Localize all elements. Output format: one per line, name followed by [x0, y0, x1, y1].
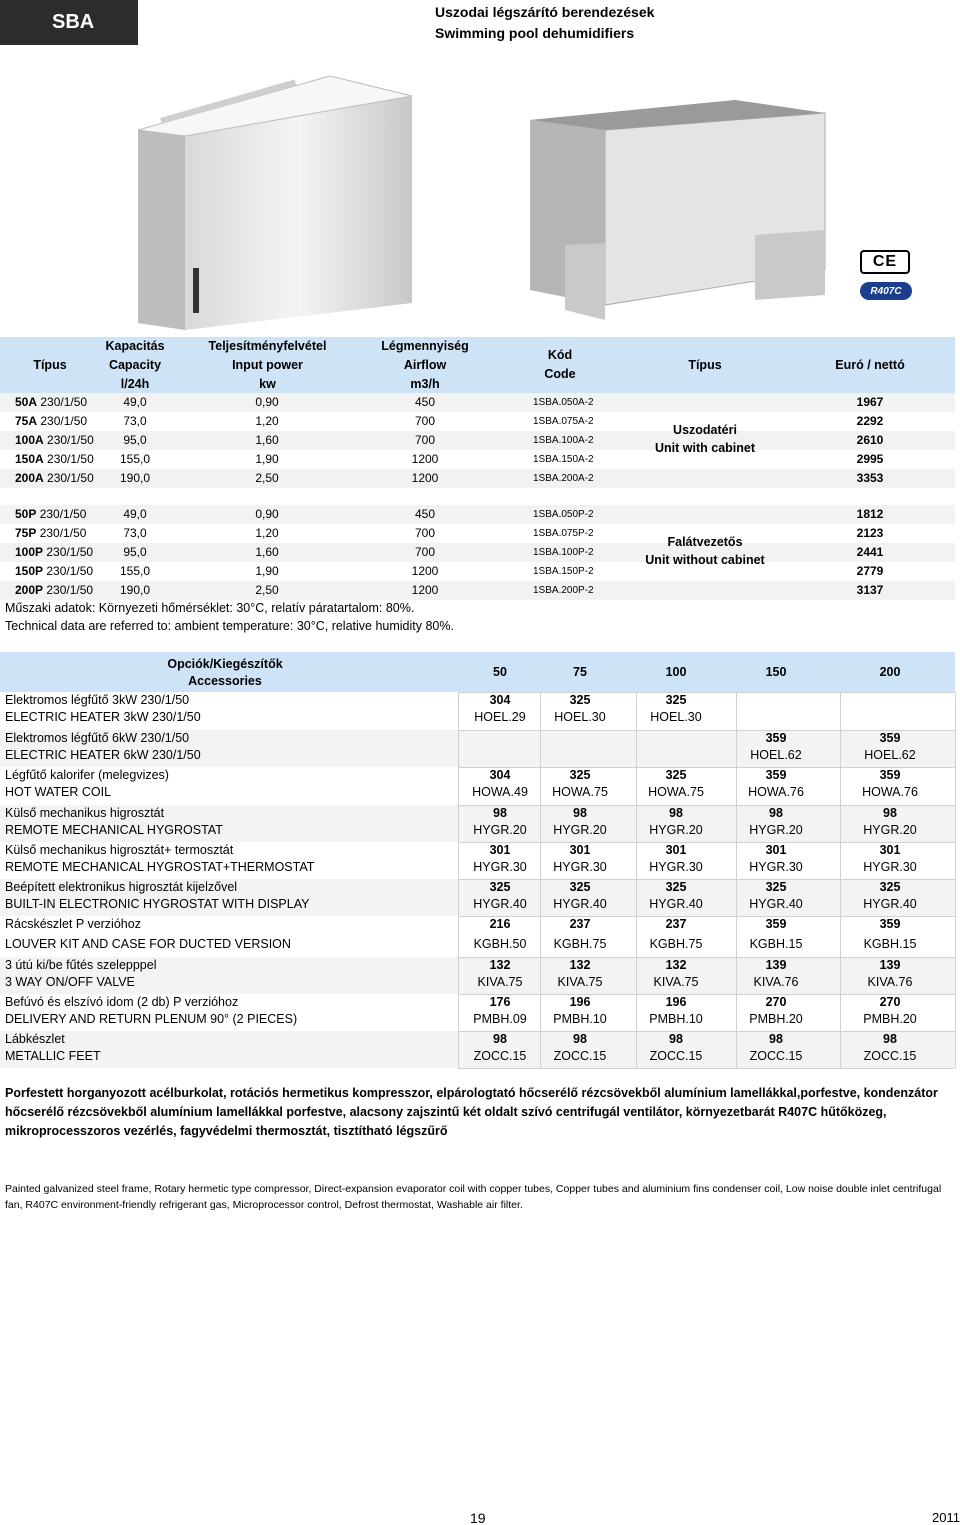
accessory-name-hu: Rácskészlet P verzióhoz [5, 917, 141, 931]
accessory-price: 325 [765, 880, 787, 894]
power-value: 1,20 [255, 526, 279, 540]
spec-row-50a [0, 393, 955, 412]
capacity-value: 190,0 [119, 583, 151, 597]
accessory-price: 132 [489, 958, 511, 972]
note-hu: Műszaki adatok: Környezeti hőmérséklet: 30°C, relatív páratartalom: 80%. [5, 601, 415, 615]
accessory-code: HOEL.62 [864, 748, 916, 762]
accessory-code: HYGR.20 [473, 823, 527, 837]
table-grid-line [458, 957, 955, 958]
accessory-code: ZOCC.15 [553, 1049, 607, 1063]
table-grid-line [458, 1068, 955, 1069]
capacity-value: 49,0 [123, 507, 147, 521]
product-code: 1SBA.075P-2 [533, 528, 594, 539]
model-name: 200A 230/1/50 [15, 471, 94, 485]
capacity-value: 73,0 [123, 414, 147, 428]
accessory-row [0, 692, 955, 729]
table-grid-line [955, 692, 956, 1068]
price-value: 1812 [856, 507, 884, 521]
accessory-code: HYGR.30 [553, 860, 607, 874]
model-name: 200P 230/1/50 [15, 583, 94, 597]
description-hu: Porfestett horganyozott acélburkolat, rotációs hermetikus kompresszor, elpárologtató hőcserélő rézcsövekből alumínium lamellákkal,porfestve, kondenzátor hőcserélő rézcsövekből alumínium lamellákkal porfestve, alacsony zajszintű két oldalt szívó centrifugál ventilátor, környezetbarát R407C hűtőközeg, mikroprocesszoros vezérlés, fagyvédelmi thermosztát, tisztítható légszűrő [5, 1086, 938, 1138]
spec-row-100a [0, 431, 955, 450]
product-code: 1SBA.150A-2 [533, 454, 594, 465]
accessory-row [0, 957, 955, 994]
table-grid-line [458, 879, 955, 880]
accessory-code: HOEL.30 [554, 710, 606, 724]
table-grid-line [458, 805, 955, 806]
price-value: 2995 [856, 452, 884, 466]
table-grid-line [736, 692, 737, 1068]
accessory-price: 325 [569, 768, 591, 782]
accessory-price: 301 [665, 843, 687, 857]
col-price: Euró / nettó [835, 358, 905, 372]
accessory-price: 98 [573, 806, 587, 820]
accessory-price: 325 [665, 768, 687, 782]
accessory-price: 196 [665, 995, 687, 1009]
capacity-value: 49,0 [123, 395, 147, 409]
airflow-value: 700 [414, 545, 436, 559]
accessory-code: HOEL.30 [650, 710, 702, 724]
product-code: 1SBA.050A-2 [533, 397, 594, 408]
product-code-block: SBA [0, 0, 138, 45]
accessory-code: HYGR.20 [749, 823, 803, 837]
accessory-row [0, 842, 955, 879]
accessory-code: HYGR.20 [863, 823, 917, 837]
airflow-value: 1200 [411, 452, 439, 466]
price-value: 2123 [856, 526, 884, 540]
accessory-code: HYGR.40 [749, 897, 803, 911]
accessory-price: 304 [489, 768, 511, 782]
spec-row-100p [0, 543, 955, 562]
unit-without-cabinet-image [525, 95, 835, 320]
col-airflow: Légmennyiség Airflow m3/h [381, 339, 469, 391]
table-grid-line [636, 692, 637, 1068]
power-value: 1,20 [255, 414, 279, 428]
table-grid-line [458, 916, 955, 917]
accessory-column-200: 200 [879, 665, 901, 679]
accessory-price: 325 [665, 880, 687, 894]
footer-year: 2011 [932, 1510, 960, 1525]
spec-row-150p [0, 562, 955, 581]
accessory-price: 98 [883, 1032, 897, 1046]
group-a-label: Uszodatéri Unit with cabinet [655, 423, 755, 455]
price-value: 2610 [856, 433, 884, 447]
model-name: 50P 230/1/50 [15, 507, 87, 521]
accessory-row [0, 730, 955, 767]
table-grid-line [540, 692, 541, 1068]
accessory-price: 304 [489, 693, 511, 707]
accessory-price: 98 [493, 1032, 507, 1046]
accessory-name-hu: Külső mechanikus higrosztát [5, 806, 165, 820]
airflow-value: 450 [414, 395, 436, 409]
accessory-code: HOWA.76 [862, 785, 918, 799]
power-value: 2,50 [255, 583, 279, 597]
spec-row-200a [0, 469, 955, 488]
r407c-badge: R407C [860, 282, 912, 300]
table-grid-line [458, 842, 955, 843]
power-value: 0,90 [255, 395, 279, 409]
product-code: 1SBA.100P-2 [533, 547, 594, 558]
accessory-price: 98 [669, 806, 683, 820]
model-name: 150A 230/1/50 [15, 452, 94, 466]
accessory-code: KGBH.75 [649, 937, 703, 951]
airflow-value: 1200 [411, 583, 439, 597]
accessory-name-hu: 3 útú ki/be fűtés szelepppel [5, 958, 157, 972]
accessory-code: HYGR.30 [649, 860, 703, 874]
accessory-price: 270 [765, 995, 787, 1009]
product-code: 1SBA.200P-2 [533, 585, 594, 596]
capacity-value: 95,0 [123, 433, 147, 447]
accessory-name-en: 3 WAY ON/OFF VALVE [5, 975, 135, 989]
accessory-price: 359 [765, 917, 787, 931]
accessory-code: KIVA.75 [477, 975, 523, 989]
accessory-name-hu: Elektromos légfűtő 6kW 230/1/50 [5, 731, 190, 745]
accessory-code: HOWA.49 [472, 785, 528, 799]
accessory-name-hu: Lábkészlet [5, 1032, 65, 1046]
group-p-label: Falátvezetős Unit without cabinet [645, 535, 765, 567]
accessory-code: HYGR.20 [553, 823, 607, 837]
accessory-price: 132 [665, 958, 687, 972]
accessory-price: 359 [765, 731, 787, 745]
accessory-column-100: 100 [665, 665, 687, 679]
accessory-name-en: LOUVER KIT AND CASE FOR DUCTED VERSION [5, 937, 291, 951]
accessory-code: HOEL.62 [750, 748, 802, 762]
col-tipus-2: Típus [688, 358, 722, 372]
header-titles [435, 2, 654, 44]
accessory-price: 216 [489, 917, 511, 931]
price-value: 2779 [856, 564, 884, 578]
accessory-name-en: REMOTE MECHANICAL HYGROSTAT+THERMOSTAT [5, 860, 315, 874]
accessory-code: ZOCC.15 [749, 1049, 803, 1063]
product-code: 1SBA.100A-2 [533, 435, 594, 446]
table-grid-line [458, 1031, 955, 1032]
accessory-name-hu: Külső mechanikus higrosztát+ termosztát [5, 843, 234, 857]
product-code: 1SBA.150P-2 [533, 566, 594, 577]
accessory-price: 301 [765, 843, 787, 857]
accessory-price: 301 [879, 843, 901, 857]
accessory-name-hu: Befúvó és elszívó idom (2 db) P verzióhoz [5, 995, 239, 1009]
accessory-price: 196 [569, 995, 591, 1009]
accessory-code: PMBH.09 [473, 1012, 527, 1026]
accessory-code: HYGR.30 [473, 860, 527, 874]
accessory-code: PMBH.10 [649, 1012, 703, 1026]
power-value: 1,60 [255, 433, 279, 447]
col-code: Kód Code [544, 348, 576, 381]
model-name: 75P 230/1/50 [15, 526, 87, 540]
accessory-price: 98 [493, 806, 507, 820]
col-tipus: Típus [33, 358, 67, 372]
accessory-price: 98 [769, 1032, 783, 1046]
accessory-row [0, 767, 955, 805]
accessory-column-50: 50 [493, 665, 507, 679]
accessory-price: 325 [489, 880, 511, 894]
accessory-code: KGBH.15 [749, 937, 803, 951]
spec-row-75a [0, 412, 955, 431]
accessory-row [0, 916, 955, 957]
accessory-price: 98 [669, 1032, 683, 1046]
accessory-code: HOWA.75 [648, 785, 704, 799]
airflow-value: 1200 [411, 564, 439, 578]
table-grid-line [458, 692, 459, 1068]
spec-row-150a [0, 450, 955, 469]
model-name: 75A 230/1/50 [15, 414, 88, 428]
accessory-code: HYGR.40 [649, 897, 703, 911]
spec-row-200p [0, 581, 955, 600]
accessory-price: 359 [879, 768, 901, 782]
accessory-price: 359 [879, 731, 901, 745]
power-value: 1,60 [255, 545, 279, 559]
col-capacity: Kapacitás Capacity l/24h [105, 339, 165, 391]
accessory-code: ZOCC.15 [863, 1049, 917, 1063]
table-grid-line [458, 994, 955, 995]
price-value: 3353 [856, 471, 884, 485]
accessory-name-en: METALLIC FEET [5, 1049, 101, 1063]
accessory-code: ZOCC.15 [649, 1049, 703, 1063]
accessory-name-hu: Beépített elektronikus higrosztát kijelzővel [5, 880, 238, 894]
accessory-price: 176 [489, 995, 511, 1009]
model-name: 150P 230/1/50 [15, 564, 94, 578]
airflow-value: 450 [414, 507, 436, 521]
accessory-code: PMBH.20 [749, 1012, 803, 1026]
accessory-code: KGBH.75 [553, 937, 607, 951]
title-en: Swimming pool dehumidifiers [435, 25, 635, 41]
description-en: Painted galvanized steel frame, Rotary hermetic type compressor, Direct-expansion evaporator coil with copper tubes, Copper tubes and aluminium fins condenser coil, Low noise double inlet centrifugal fan, R407C environment-friendly refrigerant gas, Microprocessor control, Defrost thermostat, Washable air filter. [5, 1183, 942, 1211]
accessory-price: 301 [569, 843, 591, 857]
accessory-code: HOEL.29 [474, 710, 526, 724]
accessory-price: 98 [769, 806, 783, 820]
product-code: 1SBA.200A-2 [533, 473, 594, 484]
accessory-column-150: 150 [765, 665, 787, 679]
accessory-code: KIVA.76 [867, 975, 913, 989]
title-hu: Uszodai légszárító berendezések [435, 4, 655, 20]
spec-row-75p [0, 524, 955, 543]
price-value: 3137 [856, 583, 884, 597]
accessory-price: 98 [883, 806, 897, 820]
power-value: 1,90 [255, 452, 279, 466]
capacity-value: 155,0 [119, 564, 151, 578]
accessories-title: Opciók/Kiegészítők Accessories [167, 657, 283, 688]
airflow-value: 700 [414, 433, 436, 447]
accessory-name-en: REMOTE MECHANICAL HYGROSTAT [5, 823, 223, 837]
accessory-code: KIVA.76 [753, 975, 799, 989]
ce-mark: CE [860, 250, 910, 274]
accessory-name-en: ELECTRIC HEATER 3kW 230/1/50 [5, 710, 201, 724]
accessory-price: 325 [665, 693, 687, 707]
accessory-code: HYGR.40 [553, 897, 607, 911]
accessory-code: KIVA.75 [653, 975, 699, 989]
price-value: 1967 [856, 395, 884, 409]
accessory-code: PMBH.10 [553, 1012, 607, 1026]
accessory-code: HYGR.30 [863, 860, 917, 874]
accessory-code: HYGR.40 [473, 897, 527, 911]
accessory-row [0, 805, 955, 842]
capacity-value: 95,0 [123, 545, 147, 559]
accessory-code: KGBH.15 [863, 937, 917, 951]
accessory-price: 301 [489, 843, 511, 857]
accessory-price: 325 [879, 880, 901, 894]
accessory-code: HYGR.30 [749, 860, 803, 874]
power-value: 0,90 [255, 507, 279, 521]
table-grid-line [458, 692, 955, 693]
accessory-price: 139 [879, 958, 901, 972]
accessory-code: PMBH.20 [863, 1012, 917, 1026]
accessory-price: 139 [765, 958, 787, 972]
accessory-code: HOWA.75 [552, 785, 608, 799]
table-grid-line [458, 767, 955, 768]
accessory-name-hu: Légfűtő kalorifer (melegvizes) [5, 768, 169, 782]
accessory-price: 359 [765, 768, 787, 782]
model-name: 100A 230/1/50 [15, 433, 94, 447]
accessory-code: HYGR.40 [863, 897, 917, 911]
accessory-price: 270 [879, 995, 901, 1009]
table-grid-line [458, 730, 955, 731]
accessory-price: 325 [569, 693, 591, 707]
accessory-row [0, 879, 955, 916]
unit-with-cabinet-image [130, 68, 420, 330]
accessory-code: ZOCC.15 [473, 1049, 527, 1063]
airflow-value: 700 [414, 526, 436, 540]
page-number: 19 [470, 1510, 486, 1525]
accessory-price: 98 [573, 1032, 587, 1046]
accessory-name-en: DELIVERY AND RETURN PLENUM 90° (2 PIECES) [5, 1012, 298, 1026]
accessory-price: 325 [569, 880, 591, 894]
accessory-price: 359 [879, 917, 901, 931]
airflow-value: 1200 [411, 471, 439, 485]
product-code: 1SBA.075A-2 [533, 416, 594, 427]
accessory-row [0, 994, 955, 1031]
power-value: 1,90 [255, 564, 279, 578]
price-value: 2292 [856, 414, 884, 428]
accessory-price: 132 [569, 958, 591, 972]
accessory-name-en: ELECTRIC HEATER 6kW 230/1/50 [5, 748, 201, 762]
accessory-price: 237 [665, 917, 687, 931]
accessory-code: KIVA.75 [557, 975, 603, 989]
accessory-price: 237 [569, 917, 591, 931]
price-value: 2441 [856, 545, 884, 559]
accessory-name-hu: Elektromos légfűtő 3kW 230/1/50 [5, 693, 190, 707]
accessory-code: HYGR.20 [649, 823, 703, 837]
capacity-value: 73,0 [123, 526, 147, 540]
product-code: 1SBA.050P-2 [533, 509, 594, 520]
capacity-value: 155,0 [119, 452, 151, 466]
spec-row-50p [0, 505, 955, 524]
note-en: Technical data are referred to: ambient temperature: 30°C, relative humidity 80%. [5, 619, 454, 633]
power-value: 2,50 [255, 471, 279, 485]
accessory-name-en: HOT WATER COIL [5, 785, 112, 799]
accessory-code: KGBH.50 [473, 937, 527, 951]
col-power: Teljesítményfelvétel Input power kw [208, 339, 327, 391]
accessory-name-en: BUILT-IN ELECTRONIC HYGROSTAT WITH DISPLAY [5, 897, 310, 911]
accessory-column-75: 75 [573, 665, 587, 679]
model-name: 50A 230/1/50 [15, 395, 88, 409]
model-name: 100P 230/1/50 [15, 545, 94, 559]
airflow-value: 700 [414, 414, 436, 428]
accessory-code: HOWA.76 [748, 785, 804, 799]
accessory-row [0, 1031, 955, 1068]
capacity-value: 190,0 [119, 471, 151, 485]
table-grid-line [840, 692, 841, 1068]
